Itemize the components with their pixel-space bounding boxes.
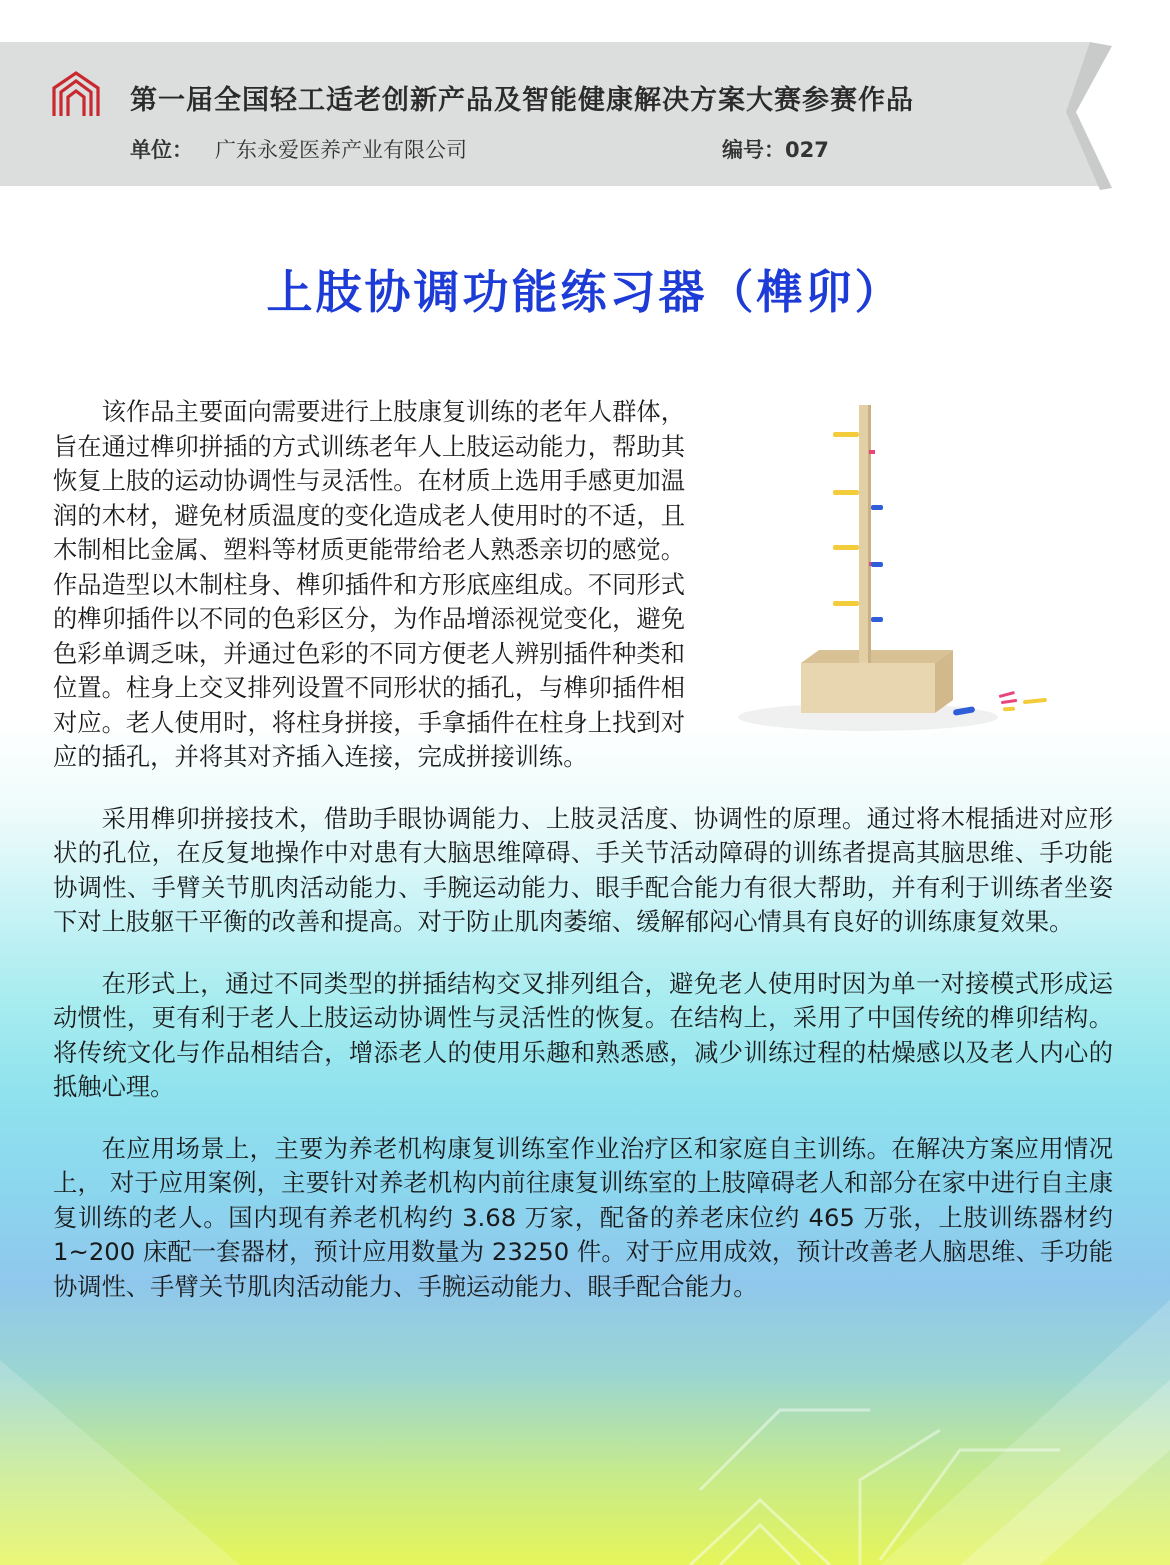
- competition-title: 第一届全国轻工适老创新产品及智能健康解决方案大赛参赛作品: [130, 85, 914, 116]
- paragraph: 采用榫卯拼接技术，借助手眼协调能力、上肢灵活度、协调性的原理。通过将木棍插进对应形状的孔位，在反复地操作中对患有大脑思维障碍、手关节活动障碍的训练者提高其脑思维、手功能协调性、手臂关节肌肉活动能力、手腕运动能力、眼手配合能力有很大帮助，并有利于训练者坐姿下对上肢躯干平衡的改善和提高。对于防止肌肉萎缩、缓解郁闷心情具有良好的训练康复效果。: [53, 803, 1113, 936]
- article-body: [53, 395, 1113, 1331]
- header-banner: [0, 42, 1170, 192]
- entry-code: 编号：027: [722, 138, 829, 162]
- paragraph: 该作品主要面向需要进行上肢康复训练的老年人群体，旨在通过榫卯拼插的方式训练老年人上肢运动能力，帮助其恢复上肢的运动协调性与灵活性。在材质上选用手感更加温润的木材，避免材质温度的变化造成老人使用时的不适，且木制相比金属、塑料等材质更能带给老人熟悉亲切的感觉。作品造型以木制柱身、榫卯插件和方形底座组成。不同形式的榫卯插件以不同的色彩区分，为作品增添视觉变化，避免色彩单调乏味，并通过色彩的不同方便老人辨别插件种类和位置。柱身上交叉排列设置不同形状的插孔，与榫卯插件相对应。老人使用时，将柱身拼接，手拿插件在柱身上找到对应的插孔，并将其对齐插入连接，完成拼接训练。: [53, 397, 685, 771]
- company-logo: [50, 70, 102, 118]
- product-image: [703, 395, 1113, 775]
- unit-label: 单位：: [130, 138, 193, 162]
- paragraph: 在形式上，通过不同类型的拼插结构交叉排列组合，避免老人使用时因为单一对接模式形成运动惯性，更有利于老人上肢运动协调性与灵活性的恢复。在结构上，采用了中国传统的榫卯结构。将传统文化与作品相结合，增添老人的使用乐趣和熟悉感，减少训练过程的枯燥感以及老人内心的抵触心理。: [53, 968, 1113, 1101]
- page-title: 上肢协调功能练习器（榫卯）: [266, 265, 904, 319]
- paragraph: 在应用场景上，主要为养老机构康复训练室作业治疗区和家庭自主训练。在解决方案应用情况上， 对于应用案例，主要针对养老机构内前往康复训练室的上肢障碍老人和部分在家中进行自主康复训练的老人。国内现有养老机构约 3.68 万家，配备的养老床位约 465 万张，上肢训练器材约 1~200 床配一套器材，预计应用数量为 23250 件。对于应用成效，预计改善老人脑思维、手功能协调性、手臂关节肌肉活动能力、手腕运动能力、眼手配合能力。: [53, 1133, 1113, 1301]
- unit-value: 广东永爱医养产业有限公司: [215, 138, 467, 162]
